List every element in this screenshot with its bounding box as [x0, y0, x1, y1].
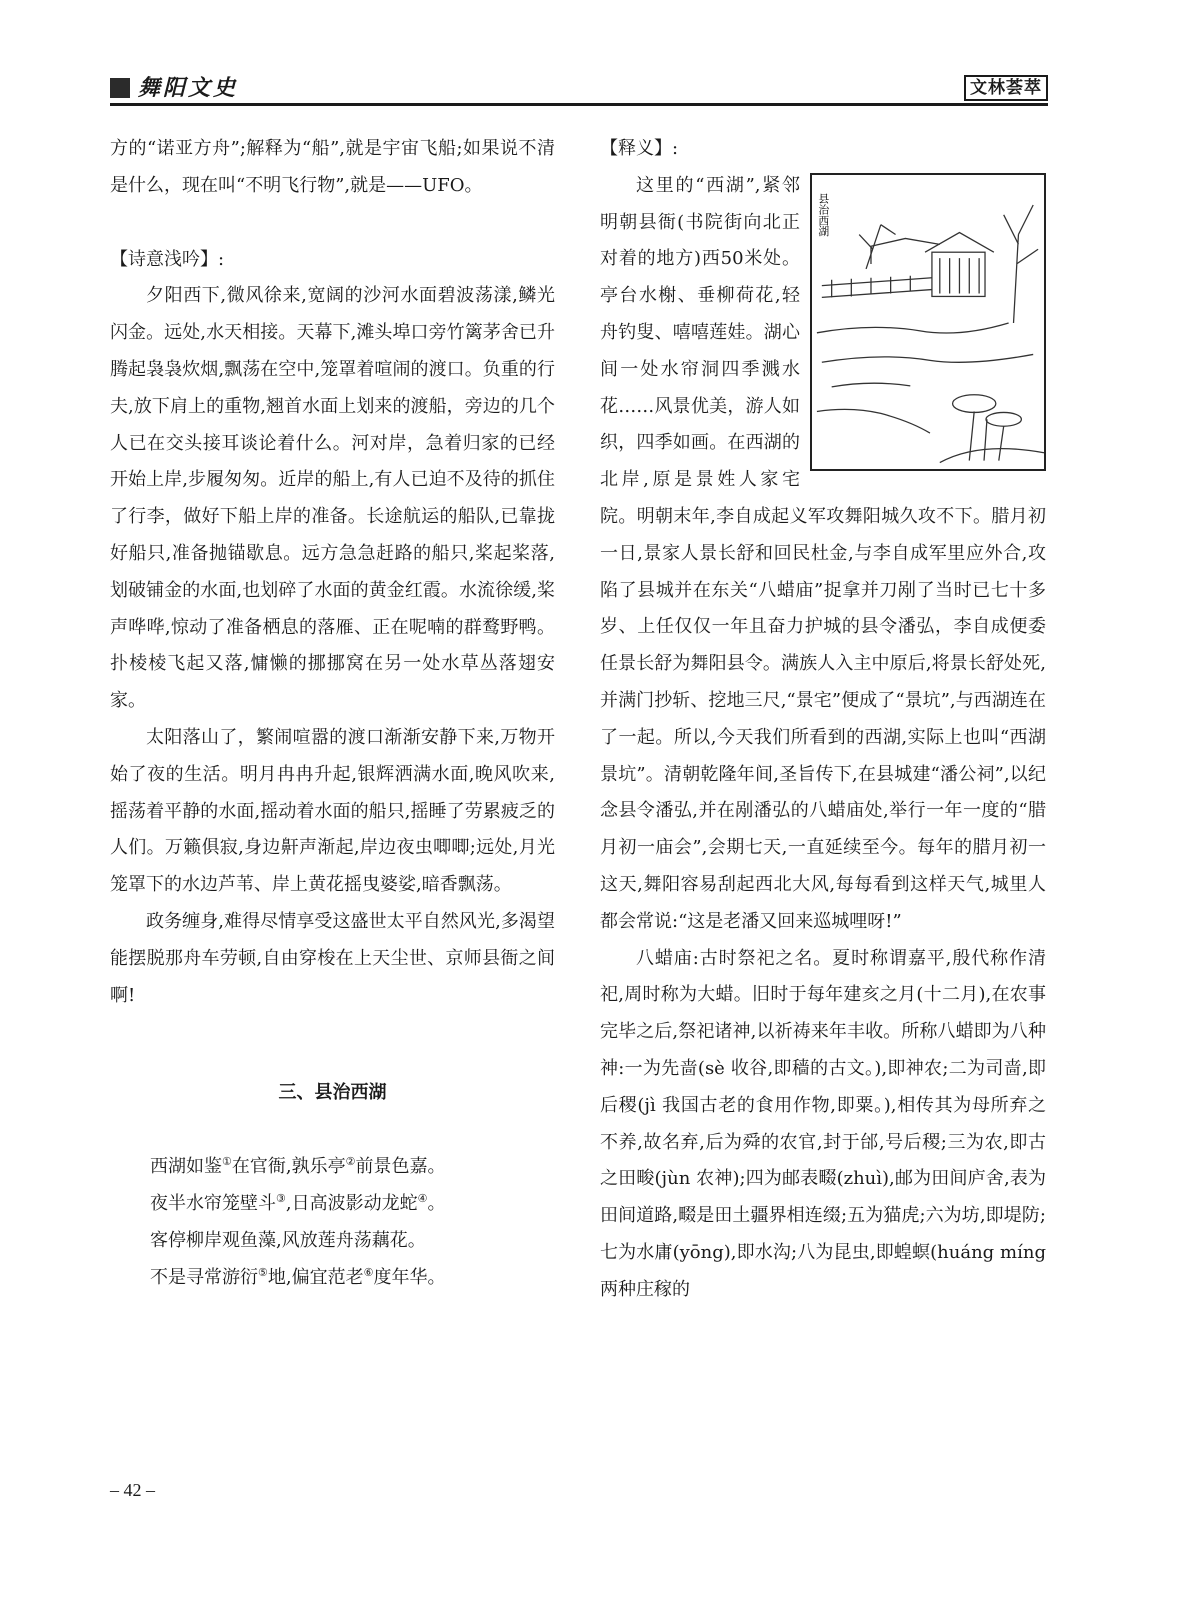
section-title: 三、县治西湖 [278, 1082, 387, 1104]
water-ripple [817, 409, 930, 433]
pavilion-columns [940, 258, 979, 293]
water-ripple [832, 383, 911, 387]
continued-paragraph: 方的“诺亚方舟”;解释为“船”,就是宇宙飞船;如果说不清是什么，现在叫“不明飞行物”,就是——UFO。 [110, 138, 555, 196]
illustration-caption: 县治西湖 [817, 193, 831, 237]
lotus-leaf [986, 412, 1021, 426]
paragraph: 八蜡庙:古时祭祀之名。夏时称谓嘉平,殷代称作清祀,周时称为大蜡。旧时于每年建亥之月(十二月),在农事完毕之后,祭祀诸神,以祈祷来年丰收。所称八蜡即为八种神:一为先啬(sè 收谷,即穑的古文。),即神农;二为司啬,即后稷(jì 我国古老的食用作物,即粟。),相传其为母所弃之不养,故名弃,后为舜的农官,封于邰,号后稷;三为农,即古之田畯(jùn 农神);四为邮表畷(zhuì),邮为田间庐舍,表为田间道路,畷是田土疆界相连缀;五为猫虎;六为坊,即堤防;七为水庸(yōng),即水沟;八为昆虫,即蝗螟(huáng míng 两种庄稼的 [600, 947, 1046, 1300]
right-column [600, 131, 1046, 1309]
paragraph: 这里的“西湖”,紧邻明朝县衙(书院街向北正对着的地方)西50米处。亭台水榭、垂柳荷花,轻舟钓叟、嘻嘻莲娃。湖心间一处水帘洞四季溅水花……风景优美，游人如织，四季如画。在西湖的北岸,原是景姓人家宅院。明朝末年,李自成起义军攻舞阳城久攻不下。腊月初一日,景家人景长舒和回民杜金,与李自成军里应外合,攻陷了县城并在东关“八蜡庙”捉拿并刀剐了当时已七十多岁、上任仅仅一年且奋力护城的县令潘弘，李自成便委任景长舒为舞阳县令。满族人入主中原后,将景长舒处死,并满门抄斩、挖地三尺,“景宅”便成了“景坑”,与西湖连在了一起。所以,今天我们所看到的西湖,实际上也叫“西湖景坑”。清朝乾隆年间,圣旨传下,在县城建“潘公祠”,以纪念县令潘弘,并在剐潘弘的八蜡庙处,举行一年一度的“腊月初一庙会”,会期七天,一直延续至今。每年的腊月初一这天,舞阳容易刮起西北大风,每每看到这样天气,城里人都会常说:“这是老潘又回来巡城哩呀!” [600, 174, 1046, 932]
west-lake-illustration [810, 173, 1046, 471]
meaning-heading: 【释义】: [600, 138, 679, 159]
page-number: – 42 – [110, 1480, 155, 1500]
paragraph: 政务缠身,难得尽情享受这盛世太平自然风光,多渴望能摆脱那舟车劳顿,自由穿梭在上天尘世、京师县衙之间啊! [110, 910, 555, 1006]
left-column [110, 131, 555, 1296]
poem-line: 不是寻常游衍⑤地,偏宜范老⑥度年华。 [150, 1265, 446, 1288]
foreground-bank [940, 448, 1044, 462]
water-ripple [822, 354, 1033, 362]
lotus-leaf [953, 395, 996, 413]
poem-line: 客停柳岸观鱼藻,风放莲舟荡藕花。 [150, 1229, 426, 1251]
footnote-mark: ③ [276, 1191, 286, 1205]
pavilion-roof-left [871, 238, 940, 264]
pavilion-roof [925, 232, 994, 252]
footnote-mark: ① [222, 1155, 232, 1169]
poetic-heading: 【诗意浅吟】: [110, 248, 225, 270]
footnote-mark: ⑤ [258, 1265, 268, 1279]
willow-branch [859, 224, 895, 268]
page-header [110, 74, 1048, 104]
poem-line: 西湖如鉴①在官衙,孰乐亭②前景色嘉。 [150, 1155, 446, 1178]
footnote-mark: ⑥ [363, 1265, 374, 1279]
bridge-posts [832, 276, 911, 298]
footnote-mark: ② [345, 1155, 356, 1169]
header-square-mark [110, 78, 130, 98]
footnote-mark: ④ [417, 1191, 428, 1205]
paragraph: 太阳落山了，繁闹喧嚣的渡口渐渐安静下来,万物开始了夜的生活。明月冉冉升起,银辉洒满水面,晚风吹来,摇荡着平静的水面,摇动着水面的船只,摇睡了劳累疲乏的人们。万籁俱寂,身边鼾声渐起,岸边夜虫唧唧;远处,月光笼罩下的水边芦苇、岸上黄花摇曳婆娑,暗香飘荡。 [110, 726, 555, 896]
illustration-drawing [812, 175, 1044, 469]
header-rule [110, 103, 1048, 106]
section-badge: 文林荟萃 [964, 75, 1048, 101]
bridge-rail [822, 278, 932, 298]
poem-line: 夜半水帘笼壁斗③,日高波影动龙蛇④。 [150, 1191, 446, 1214]
poem [110, 1149, 555, 1296]
paragraph: 夕阳西下,微风徐来,宽阔的沙河水面碧波荡漾,鳞光闪金。远处,水天相接。天幕下,滩头埠口旁竹篱茅舍已升腾起袅袅炊烟,飘荡在空中,笼罩着喧闹的渡口。负重的行夫,放下肩上的重物,翘首水面上划来的渡船，旁边的几个人已在交头接耳谈论着什么。河对岸，急着归家的已经开始上岸,步履匆匆。近岸的船上,有人已迫不及待的抓住了行李，做好下船上岸的准备。长途航运的船队,已靠拢好船只,准备抛锚歇息。远方急急赶路的船只,桨起桨落,划破铺金的水面,也划碎了水面的黄金红霞。水流徐缓,桨声哗哗,惊动了准备栖息的落雁、正在呢喃的群鹜野鸭。扑棱棱飞起又落,慵懒的挪挪窝在另一处水草丛落翅安家。 [110, 285, 555, 712]
shore-line [817, 323, 1009, 333]
journal-title: 舞阳文史 [138, 75, 239, 101]
tree-trunk [1004, 205, 1038, 323]
